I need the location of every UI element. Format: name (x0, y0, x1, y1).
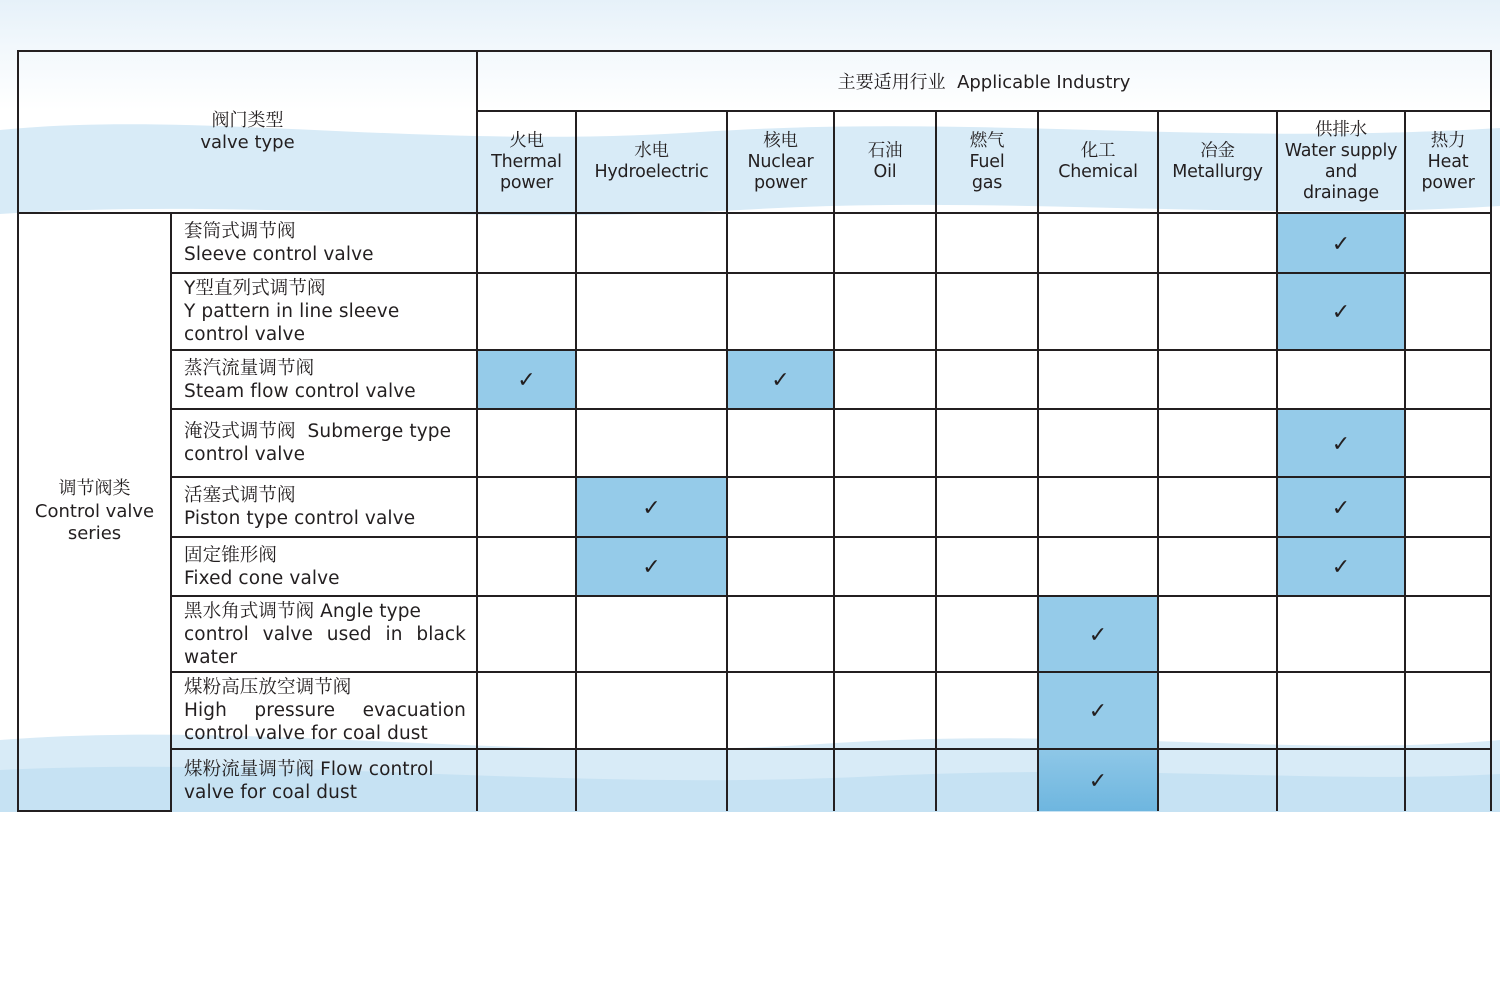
industry-header-fuel_gas (936, 111, 1038, 213)
applicability-cell-heat (1405, 477, 1491, 537)
industry-en: Oil (873, 162, 897, 182)
industry-zh: 化工 (1080, 141, 1116, 161)
applicability-cell-fuel_gas (936, 537, 1038, 596)
applicability-cell-thermal (477, 672, 576, 749)
applicability-cell-fuel_gas (936, 213, 1038, 273)
applicability-cell-oil (834, 409, 936, 477)
applicability-cell-hydro (576, 213, 727, 273)
applicability-cell-metallurgy (1158, 350, 1277, 409)
industry-en: Chemical (1058, 162, 1138, 182)
applicability-cell-chemical (1038, 477, 1158, 537)
valve-name-en: control valve used in black water (184, 623, 466, 668)
valve-application-table (17, 50, 1492, 812)
valve-row (18, 672, 1491, 749)
applicability-cell-nuclear (727, 213, 834, 273)
check-mark-icon: ✓ (1331, 300, 1351, 325)
series-en: series (67, 523, 122, 545)
check-mark-icon: ✓ (642, 555, 661, 580)
applicability-cell-fuel_gas (936, 409, 1038, 477)
valve-name-cell (171, 213, 477, 273)
applicability-cell-heat (1405, 537, 1491, 596)
industry-en: Water supply (1284, 141, 1398, 161)
valve-row (18, 537, 1491, 596)
applicability-cell-chemical (1038, 537, 1158, 596)
valve-row (18, 213, 1491, 273)
industry-header-oil (834, 111, 936, 213)
valve-name-zh: 煤粉流量调节阀 Flow control (184, 758, 434, 780)
industry-header-text (577, 141, 726, 183)
applicability-cell-metallurgy (1158, 213, 1277, 273)
applicability-cell-thermal (477, 749, 576, 811)
applicability-cell-nuclear (727, 273, 834, 350)
applicability-cell-water (1277, 537, 1405, 596)
applicability-cell-thermal (477, 350, 576, 409)
valve-name-en: Steam flow control valve (184, 380, 416, 402)
applicability-cell-fuel_gas (936, 350, 1038, 409)
applicability-cell-hydro (576, 477, 727, 537)
valve-name-zh: Y型直列式调节阀 (184, 278, 326, 299)
valve-type-zh: 阀门类型 (211, 110, 284, 131)
industry-en: Hydroelectric (594, 162, 709, 182)
valve-name-zh: 黑水角式调节阀 Angle type (184, 600, 422, 622)
valve-name-cell (171, 350, 477, 409)
valve-row (18, 273, 1491, 350)
valve-name-en: Piston type control valve (184, 508, 416, 529)
applicability-cell-heat (1405, 749, 1491, 811)
valve-name-cell (171, 273, 477, 350)
industry-zh: 热力 (1430, 130, 1466, 151)
applicability-cell-fuel_gas (936, 749, 1038, 811)
industry-zh: 冶金 (1200, 141, 1235, 161)
check-mark-icon: ✓ (1331, 231, 1351, 257)
industry-header-water (1277, 111, 1405, 213)
applicability-cell-oil (834, 672, 936, 749)
applicability-cell-chemical (1038, 596, 1158, 672)
valve-name-cell (171, 409, 477, 477)
industry-header-heat (1405, 111, 1491, 213)
applicability-cell-oil (834, 537, 936, 596)
applicability-cell-oil (834, 477, 936, 537)
applicability-cell-water (1277, 273, 1405, 350)
industry-header-thermal (477, 111, 576, 213)
applicability-cell-heat (1405, 596, 1491, 672)
valve-name-en: Fixed cone valve (184, 567, 340, 589)
industry-en: and (1324, 162, 1358, 182)
applicability-cell-hydro (576, 672, 727, 749)
header-row-top (18, 51, 1491, 111)
applicability-cell-water (1277, 749, 1405, 811)
series-zh: 调节阀类 (58, 478, 131, 500)
valve-name-cell (171, 596, 477, 672)
valve-name-en: Y pattern in line sleeve control valve (184, 301, 400, 345)
series-en: Control valve (34, 500, 155, 522)
applicability-cell-chemical (1038, 409, 1158, 477)
industry-en: Metallurgy (1172, 162, 1263, 182)
applicability-cell-thermal (477, 596, 576, 672)
applicability-cell-heat (1405, 672, 1491, 749)
applicability-cell-oil (834, 213, 936, 273)
applicability-cell-chemical (1038, 213, 1158, 273)
applicability-cell-oil (834, 350, 936, 409)
applicability-cell-thermal (477, 409, 576, 477)
applicability-cell-chemical (1038, 273, 1158, 350)
applicability-cell-heat (1405, 213, 1491, 273)
valve-row (18, 409, 1491, 477)
series-label (18, 213, 171, 811)
valve-row (18, 477, 1491, 537)
valve-name-zh: 活塞式调节阀 (184, 485, 296, 506)
check-mark-icon: ✓ (1088, 622, 1108, 648)
applicability-cell-metallurgy (1158, 477, 1277, 537)
industry-header-nuclear (727, 111, 834, 213)
applicability-cell-oil (834, 749, 936, 811)
applicability-cell-heat (1405, 350, 1491, 409)
industry-header-text (1406, 131, 1490, 194)
industry-header-text (478, 131, 575, 194)
applicability-cell-thermal (477, 477, 576, 537)
applicability-cell-fuel_gas (936, 596, 1038, 672)
valve-name-en: control valve (184, 444, 306, 465)
valve-name-cell (171, 672, 477, 749)
valve-row (18, 350, 1491, 409)
industry-zh: 供排水 (1315, 120, 1367, 140)
industry-en: gas (971, 172, 1003, 193)
valve-name-en: High pressure evacuation control valve for coal dust (184, 700, 466, 744)
applicability-cell-metallurgy (1158, 749, 1277, 811)
applicability-cell-fuel_gas (936, 477, 1038, 537)
applicability-cell-heat (1405, 409, 1491, 477)
industry-en: power (499, 172, 554, 193)
applicability-cell-chemical (1038, 749, 1158, 811)
valve-name-cell (171, 749, 477, 811)
applicability-cell-metallurgy (1158, 596, 1277, 672)
applicability-cell-nuclear (727, 477, 834, 537)
industry-zh: 石油 (867, 141, 903, 161)
applicability-cell-thermal (477, 537, 576, 596)
applicability-cell-fuel_gas (936, 273, 1038, 350)
applicability-cell-nuclear (727, 350, 834, 409)
valve-row (18, 596, 1491, 672)
industry-en: Fuel (969, 151, 1005, 172)
industry-en: Nuclear (747, 151, 814, 172)
check-mark-icon: ✓ (1331, 431, 1351, 457)
applicability-cell-oil (834, 273, 936, 350)
valve-type-en: valve type (200, 132, 295, 153)
applicability-cell-hydro (576, 350, 727, 409)
industry-header-text (1039, 141, 1157, 183)
industry-header-metallurgy (1158, 111, 1277, 213)
valve-name-en: valve for coal dust (184, 781, 358, 803)
applicability-cell-thermal (477, 213, 576, 273)
industry-header-chemical (1038, 111, 1158, 213)
applicability-cell-water (1277, 213, 1405, 273)
valve-name-zh: 蒸汽流量调节阀 (184, 357, 315, 379)
check-mark-icon: ✓ (1088, 769, 1108, 794)
applicability-cell-water (1277, 409, 1405, 477)
industry-en: drainage (1303, 183, 1379, 203)
applicability-cell-metallurgy (1158, 409, 1277, 477)
industry-header-hydro (576, 111, 727, 213)
applicability-cell-nuclear (727, 596, 834, 672)
applicability-cell-hydro (576, 596, 727, 672)
valve-name-zh: 煤粉高压放空调节阀 (184, 677, 352, 698)
check-mark-icon: ✓ (517, 368, 536, 393)
applicability-cell-oil (834, 596, 936, 672)
check-mark-icon: ✓ (1331, 555, 1351, 580)
applicability-cell-water (1277, 672, 1405, 749)
industry-title: 主要适用行业 Applicable Industry (477, 51, 1491, 111)
applicability-cell-heat (1405, 273, 1491, 350)
industry-header-text (1278, 120, 1404, 204)
industry-zh: 水电 (634, 141, 669, 161)
check-mark-icon: ✓ (1331, 495, 1351, 521)
industry-zh: 核电 (763, 130, 798, 151)
applicability-cell-water (1277, 596, 1405, 672)
applicability-cell-water (1277, 350, 1405, 409)
check-mark-icon: ✓ (642, 495, 661, 521)
valve-name-cell (171, 537, 477, 596)
industry-zh: 火电 (509, 130, 544, 151)
applicability-cell-thermal (477, 273, 576, 350)
industry-header-text (835, 141, 935, 183)
check-mark-icon: ✓ (771, 368, 790, 393)
applicability-cell-hydro (576, 273, 727, 350)
valve-name-en: Sleeve control valve (184, 244, 374, 265)
valve-name-zh: 固定锥形阀 (184, 544, 278, 566)
industry-header-text (728, 131, 833, 194)
applicability-cell-nuclear (727, 409, 834, 477)
applicability-cell-metallurgy (1158, 273, 1277, 350)
valve-name-zh: 套筒式调节阀 (184, 221, 296, 242)
industry-en: power (753, 172, 808, 193)
valve-name-cell (171, 477, 477, 537)
valve-type-header (18, 51, 477, 213)
industry-zh: 燃气 (969, 130, 1005, 151)
applicability-cell-fuel_gas (936, 672, 1038, 749)
applicability-cell-hydro (576, 749, 727, 811)
applicability-cell-chemical (1038, 350, 1158, 409)
check-mark-icon: ✓ (1088, 699, 1108, 724)
industry-en: Heat (1427, 151, 1469, 172)
applicability-cell-water (1277, 477, 1405, 537)
applicability-cell-nuclear (727, 672, 834, 749)
applicability-cell-hydro (576, 409, 727, 477)
applicability-cell-hydro (576, 537, 727, 596)
valve-name-zh: 淹没式调节阀 Submerge type (184, 421, 452, 442)
applicability-cell-metallurgy (1158, 672, 1277, 749)
applicability-cell-chemical (1038, 672, 1158, 749)
industry-en: power (1421, 172, 1475, 193)
applicability-cell-nuclear (727, 749, 834, 811)
industry-header-text (937, 131, 1037, 194)
valve-row (18, 749, 1491, 811)
applicability-cell-nuclear (727, 537, 834, 596)
industry-header-text (1159, 141, 1276, 183)
applicability-cell-metallurgy (1158, 537, 1277, 596)
industry-en: Thermal (491, 151, 562, 172)
